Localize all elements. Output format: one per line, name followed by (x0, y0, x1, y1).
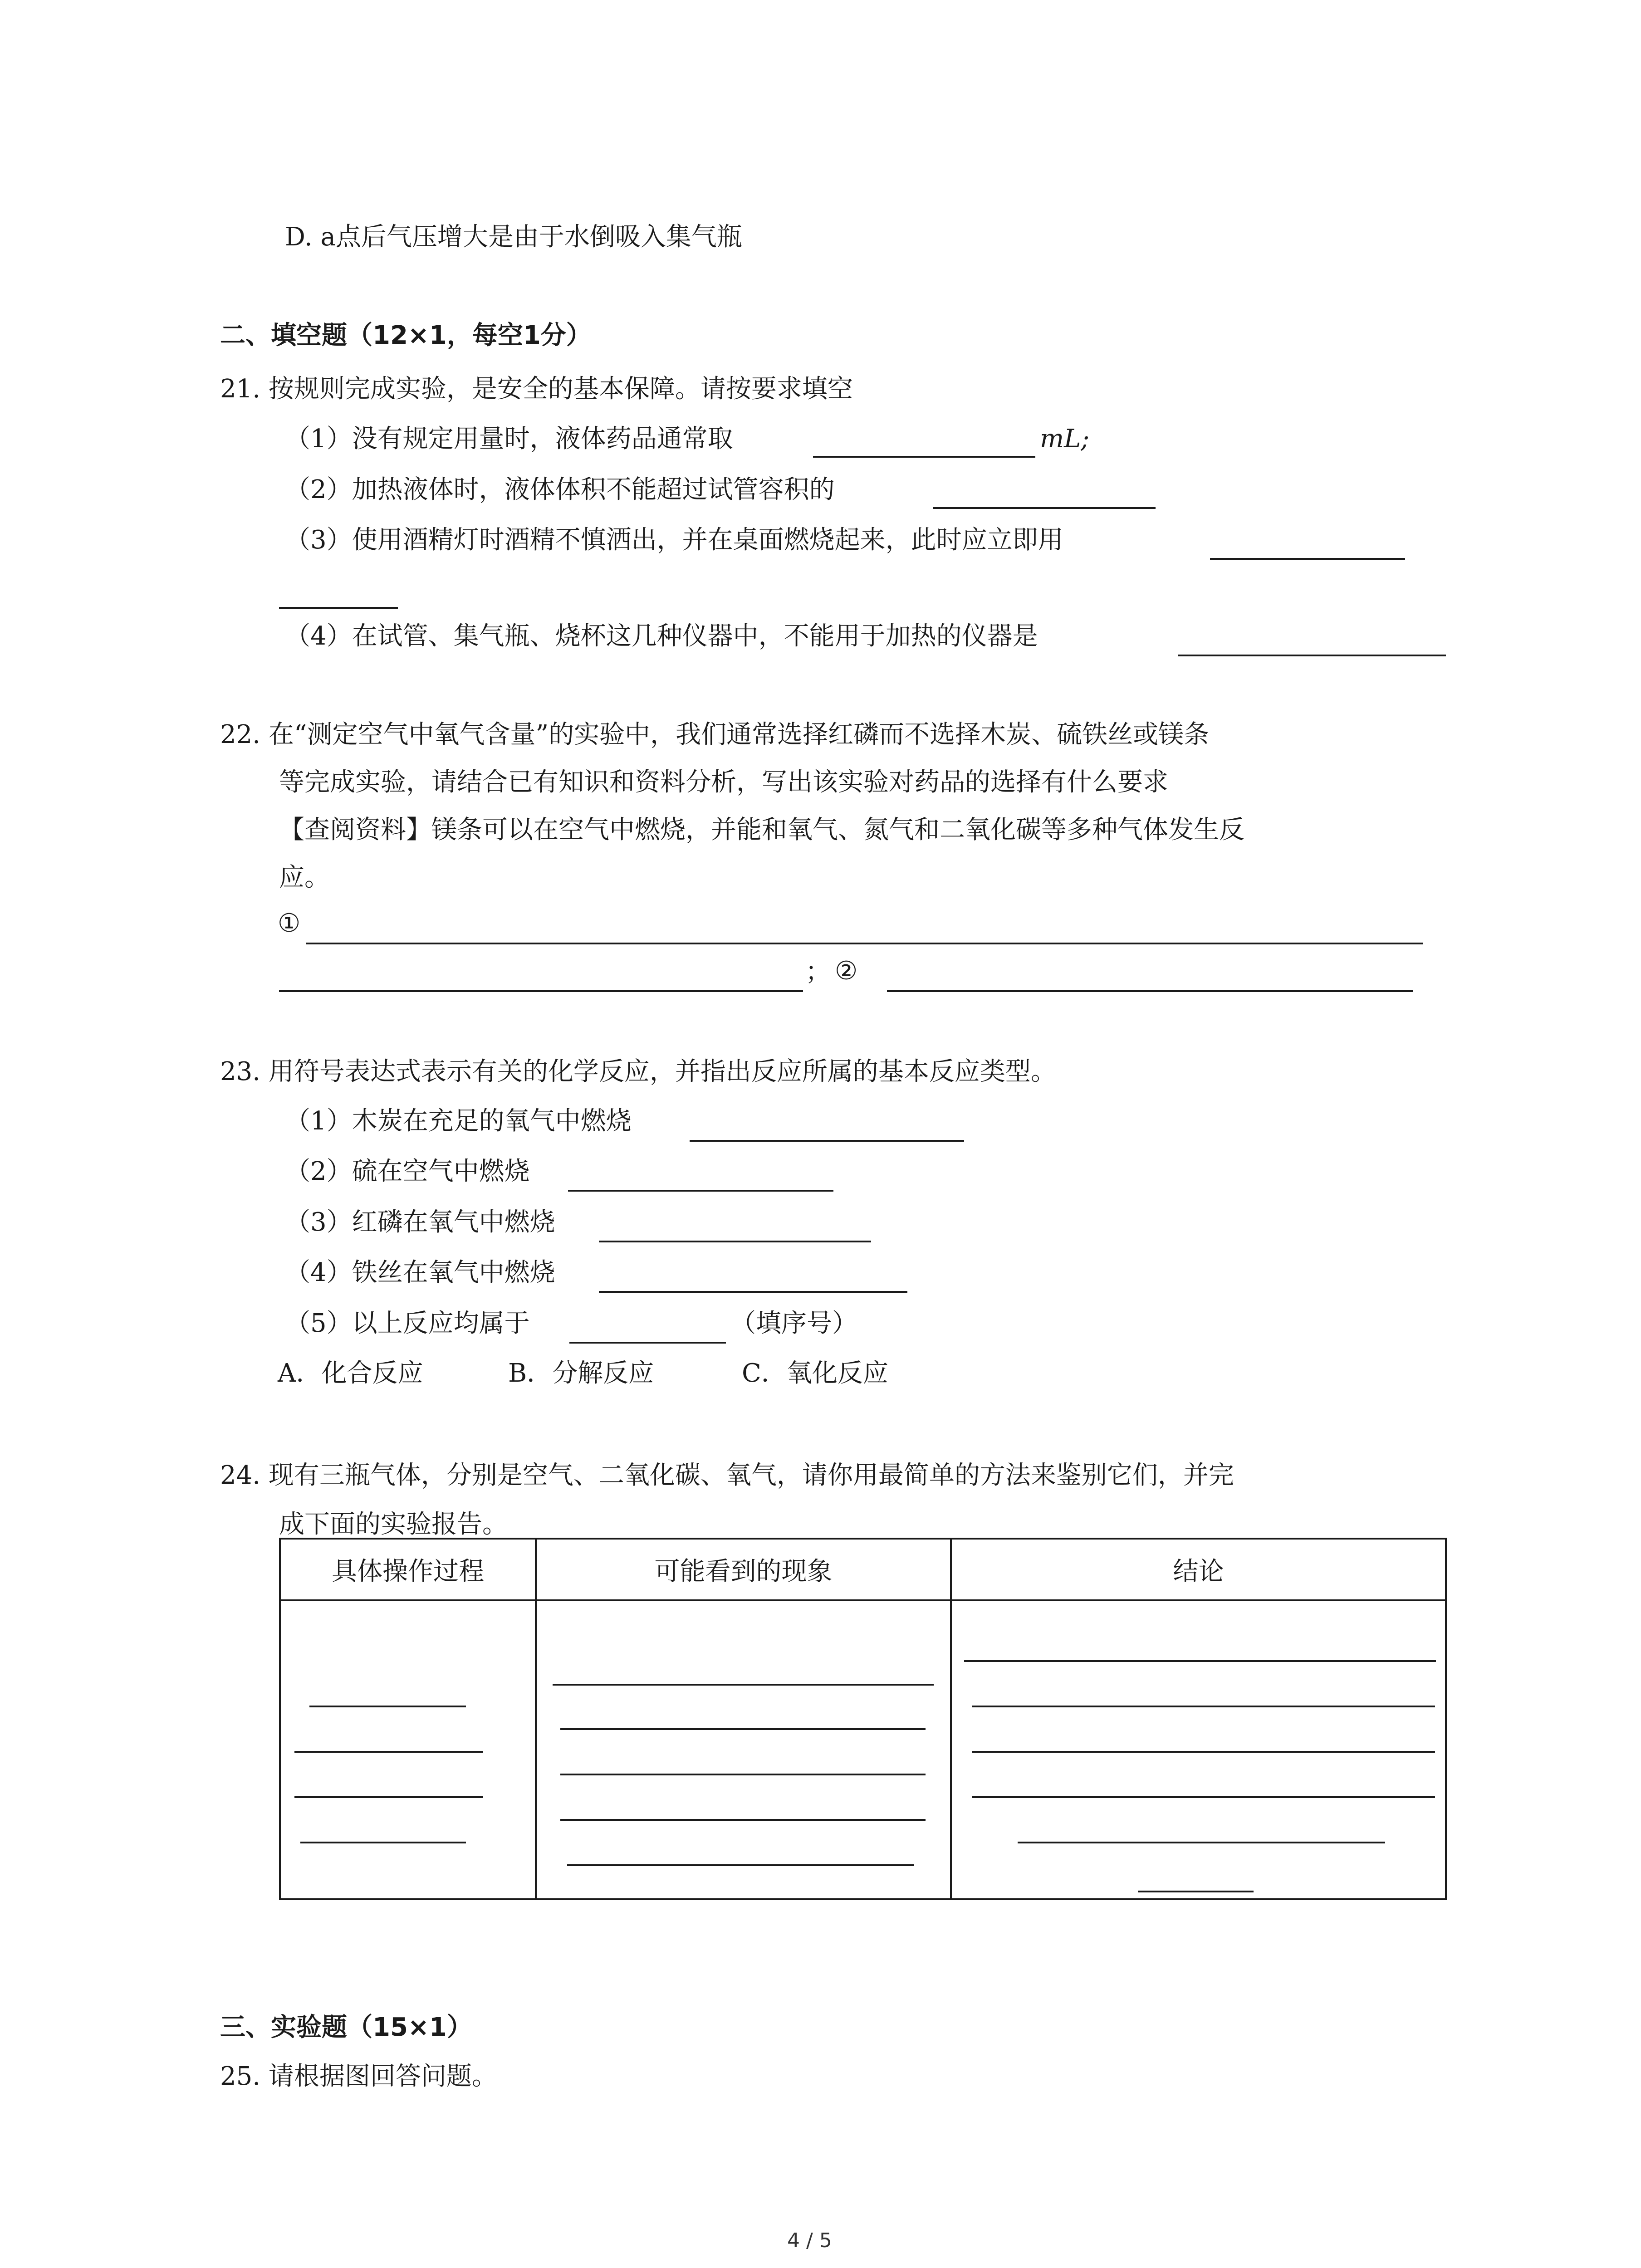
q23-blank2[interactable] (568, 1190, 833, 1192)
procedure-cell[interactable] (280, 1600, 536, 1899)
q25-stem: 25. 请根据图回答问题。 (220, 2062, 497, 2091)
q22-line1: 22. 在“测定空气中氧气含量”的实验中，我们通常选择红磷而不选择木炭、硫铁丝或镁条 (220, 720, 1210, 749)
q23-part5-suffix: （填序号） (730, 1309, 857, 1338)
conclusion-blank-1[interactable] (964, 1660, 1436, 1662)
conclusion-blank-4[interactable] (972, 1796, 1435, 1798)
phenomenon-blank-3[interactable] (560, 1774, 926, 1775)
q22-blank1a[interactable] (306, 943, 1423, 944)
q24-line2: 成下面的实验报告。 (279, 1510, 508, 1539)
q22-mark2: ② (835, 956, 858, 986)
q24-line1: 24. 现有三瓶气体，分别是空气、二氧化碳、氧气，请你用最简单的方法来鉴别它们，并完 (220, 1461, 1234, 1490)
q22-mark1: ① (278, 909, 301, 938)
q23-option-c: C．氧化反应 (742, 1359, 888, 1388)
q22-line3: 【查阅资料】镁条可以在空气中燃烧，并能和氧气、氮气和二氧化碳等多种气体发生反 (279, 815, 1244, 845)
phenomenon-blank-1[interactable] (553, 1684, 934, 1686)
q21-blank1[interactable] (813, 456, 1035, 458)
q22-line2: 等完成实验，请结合已有知识和资料分析，写出该实验对药品的选择有什么要求 (279, 767, 1168, 797)
q21-part4: （4）在试管、集气瓶、烧杯这几种仪器中，不能用于加热的仪器是 (285, 621, 1038, 651)
conclusion-blank-5[interactable] (1018, 1842, 1385, 1843)
q23-part1: （1）木炭在充足的氧气中燃烧 (285, 1106, 632, 1136)
q21-part2: （2）加热液体时，液体体积不能超过试管容积的 (285, 475, 835, 504)
q23-option-a: A．化合反应 (278, 1359, 423, 1388)
procedure-blank-1[interactable] (309, 1706, 466, 1707)
phenomenon-blank-4[interactable] (560, 1819, 926, 1821)
q23-stem: 23. 用符号表达式表示有关的化学反应，并指出反应所属的基本反应类型。 (220, 1057, 1056, 1086)
table-header-row (280, 1539, 1446, 1600)
procedure-blank-2[interactable] (294, 1751, 483, 1753)
q23-blank5[interactable] (569, 1342, 726, 1344)
header-phenomenon: 可能看到的现象 (536, 1539, 951, 1600)
q23-blank1[interactable] (690, 1140, 964, 1142)
q22-separator: ； (805, 957, 831, 987)
conclusion-blank-2[interactable] (972, 1706, 1435, 1707)
q23-option-b: B．分解反应 (508, 1359, 654, 1388)
q23-blank4[interactable] (599, 1291, 907, 1293)
phenomenon-blank-5[interactable] (567, 1864, 914, 1866)
q21-part1-unit: mL; (1040, 424, 1090, 454)
q23-part5: （5）以上反应均属于 (285, 1309, 530, 1338)
section3-heading: 三、实验题（15×1） (220, 2013, 472, 2042)
procedure-blank-3[interactable] (294, 1796, 483, 1798)
section2-heading: 二、填空题（12×1，每空1分） (220, 321, 592, 350)
q20-option-d-text: D. a点后气压增大是由于水倒吸入集气瓶 (285, 222, 742, 252)
table-answer-row (280, 1600, 1446, 1899)
q22-blank2[interactable] (887, 990, 1413, 992)
q23-part4: （4）铁丝在氧气中燃烧 (285, 1258, 555, 1287)
phenomenon-cell[interactable] (536, 1600, 951, 1899)
conclusion-cell[interactable] (951, 1600, 1446, 1899)
conclusion-blank-6[interactable] (1138, 1891, 1254, 1892)
header-procedure: 具体操作过程 (280, 1539, 536, 1600)
q21-part1: （1）没有规定用量时，液体药品通常取 (285, 424, 733, 454)
conclusion-blank-3[interactable] (972, 1751, 1435, 1753)
q23-part3: （3）红磷在氧气中燃烧 (285, 1207, 555, 1237)
q21-part3: （3）使用酒精灯时酒精不慎洒出，并在桌面燃烧起来，此时应立即用 (285, 525, 1063, 555)
q21-blank2[interactable] (933, 507, 1156, 509)
experiment-report-table (279, 1538, 1447, 1900)
q23-blank3[interactable] (599, 1241, 871, 1242)
q20-option-d (285, 222, 742, 252)
q23-part2: （2）硫在空气中燃烧 (285, 1157, 530, 1186)
q21-blank3a[interactable] (1210, 558, 1405, 560)
q22-blank1b[interactable] (279, 990, 803, 992)
q22-line4: 应。 (279, 863, 330, 892)
q21-blank4[interactable] (1178, 655, 1446, 656)
q21-stem: 21. 按规则完成实验，是安全的基本保障。请按要求填空 (220, 374, 853, 404)
phenomenon-blank-2[interactable] (560, 1728, 926, 1730)
procedure-blank-4[interactable] (300, 1842, 466, 1843)
page-number: 4 / 5 (787, 2229, 832, 2252)
header-conclusion: 结论 (951, 1539, 1446, 1600)
q21-blank3b[interactable] (279, 607, 398, 609)
